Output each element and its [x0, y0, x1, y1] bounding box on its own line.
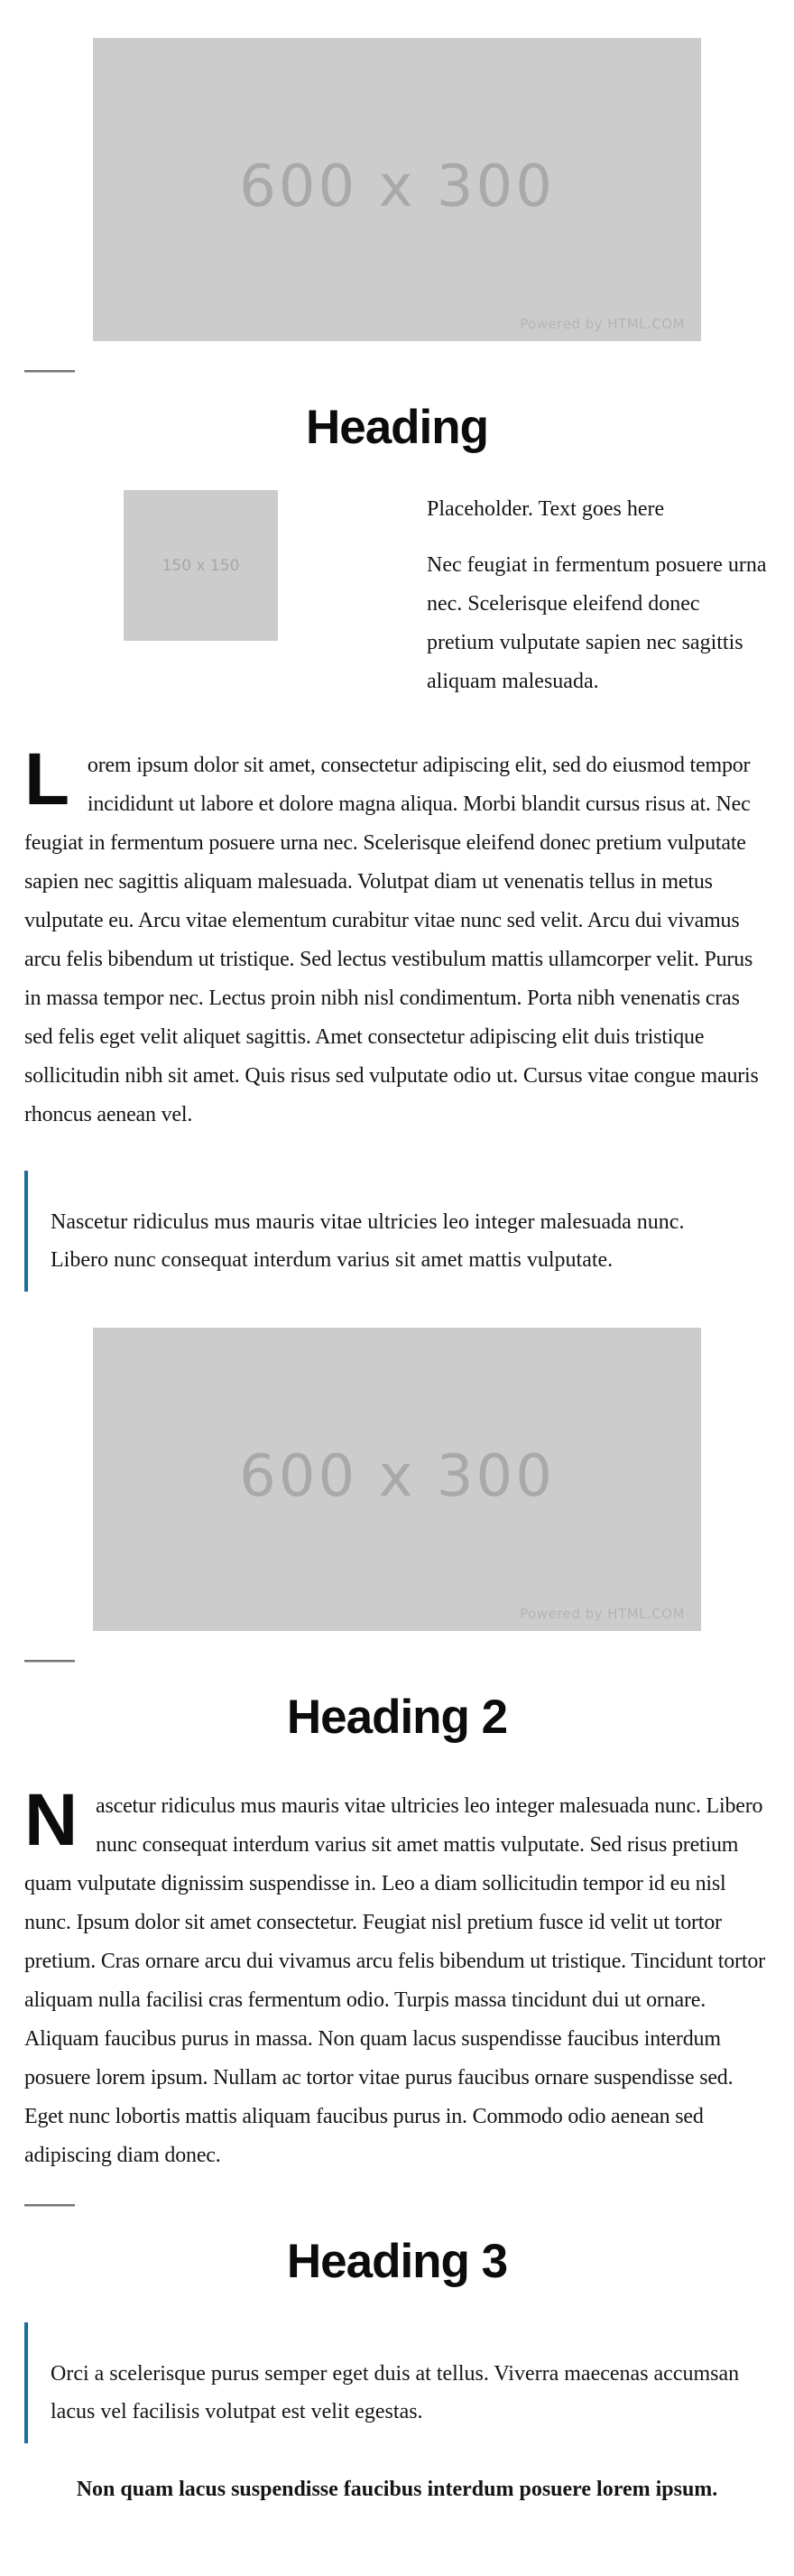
section-heading-2: Heading 2 — [286, 1691, 508, 1745]
placeholder-size-label: 150 x 150 — [162, 556, 240, 575]
media-intro-text: Placeholder. Text goes here — [427, 497, 665, 522]
placeholder-size-label: 600 x 300 — [239, 153, 555, 221]
media-row — [24, 490, 770, 701]
blog-post-page — [0, 38, 794, 2509]
closing-statement: Non quam lacus suspendisse faucibus interdum posuere lorem ipsum. — [76, 2478, 718, 2502]
blockquote-1 — [24, 1171, 770, 1292]
section-divider — [24, 370, 75, 373]
media-text-column — [427, 490, 770, 701]
blockquote-2-text: Orci a scelerisque purus semper eget duis at tellus. Viverra maecenas accumsan lacus vel facilisis volutpat est velit egestas. — [51, 2362, 740, 2424]
media-body-text: Nec feugiat in fermentum posuere urna nec. Scelerisque eleifend donec pretium vulputate sapien nec sagittis aliquam malesuada. — [427, 553, 767, 694]
section-divider — [24, 1660, 75, 1663]
blockquote-2 — [24, 2322, 770, 2443]
placeholder-image-150x150 — [124, 490, 278, 641]
powered-by-watermark: Powered by HTML.COM — [520, 316, 685, 332]
placeholder-image-600x300-middle — [93, 1328, 701, 1631]
dropcap-letter: N — [24, 1779, 78, 1862]
body-paragraph-1 — [24, 738, 770, 1135]
placeholder-size-label: 600 x 300 — [239, 1443, 555, 1511]
dropcap-letter: L — [24, 738, 69, 821]
powered-by-watermark: Powered by HTML.COM — [520, 1606, 685, 1623]
body-paragraph-2 — [24, 1779, 770, 2175]
placeholder-image-600x300-top — [93, 38, 701, 341]
section-heading-3: Heading 3 — [286, 2235, 508, 2289]
body-paragraph-2-text: ascetur ridiculus mus mauris vitae ultricies leo integer malesuada nunc. Libero nunc consequat interdum varius sit amet mattis vulputate. Sed risus pretium quam vulputate dignissim suspendisse in. Leo a diam sollicitudin tempor id eu nisl nunc. Ipsum dolor sit amet consectetur. Feugiat nisl pretium fusce id velit ut tortor pretium. Cras ornare arcu dui vivamus arcu felis bibendum ut tristique. Tincidunt tortor aliquam nulla facilisi cras fermentum odio. Turpis massa tincidunt dui ut ornare. Aliquam faucibus purus in massa. Non quam lacus suspendisse faucibus interdum posuere lorem ipsum. Nullam ac tortor vitae purus faucibus ornare suspendisse sed. Eget nunc lobortis mattis aliquam faucibus purus in. Commodo odio aenean sed adipiscing diam donec. — [24, 1794, 765, 2168]
blockquote-1-text: Nascetur ridiculus mus mauris vitae ultricies leo integer malesuada nunc. Libero nunc consequat interdum varius sit amet mattis vulputate. — [51, 1210, 685, 1273]
page-title: Heading — [305, 401, 489, 454]
body-paragraph-1-text: orem ipsum dolor sit amet, consectetur adipiscing elit, sed do eiusmod tempor incididunt ut labore et dolore magna aliqua. Morbi blandit cursus risus at. Nec feugiat in fermentum posuere urna nec. Scelerisque eleifend donec pretium vulputate sapien nec sagittis aliquam malesuada. Volutpat diam ut venenatis tellus in metus vulputate eu. Arcu vitae elementum curabitur vitae nunc sed velit. Arcu dui vivamus arcu felis bibendum ut tristique. Sed lectus vestibulum mattis ullamcorper velit. Purus in massa tempor nec. Lectus proin nibh nisl condimentum. Porta nibh venenatis cras sed felis eget velit aliquet sagittis. Amet consectetur adipiscing elit duis tristique sollicitudin nibh sit amet. Quis risus sed vulputate odio ut. Cursus vitae congue mauris rhoncus aenean vel. — [24, 754, 759, 1127]
section-divider — [24, 2204, 75, 2207]
